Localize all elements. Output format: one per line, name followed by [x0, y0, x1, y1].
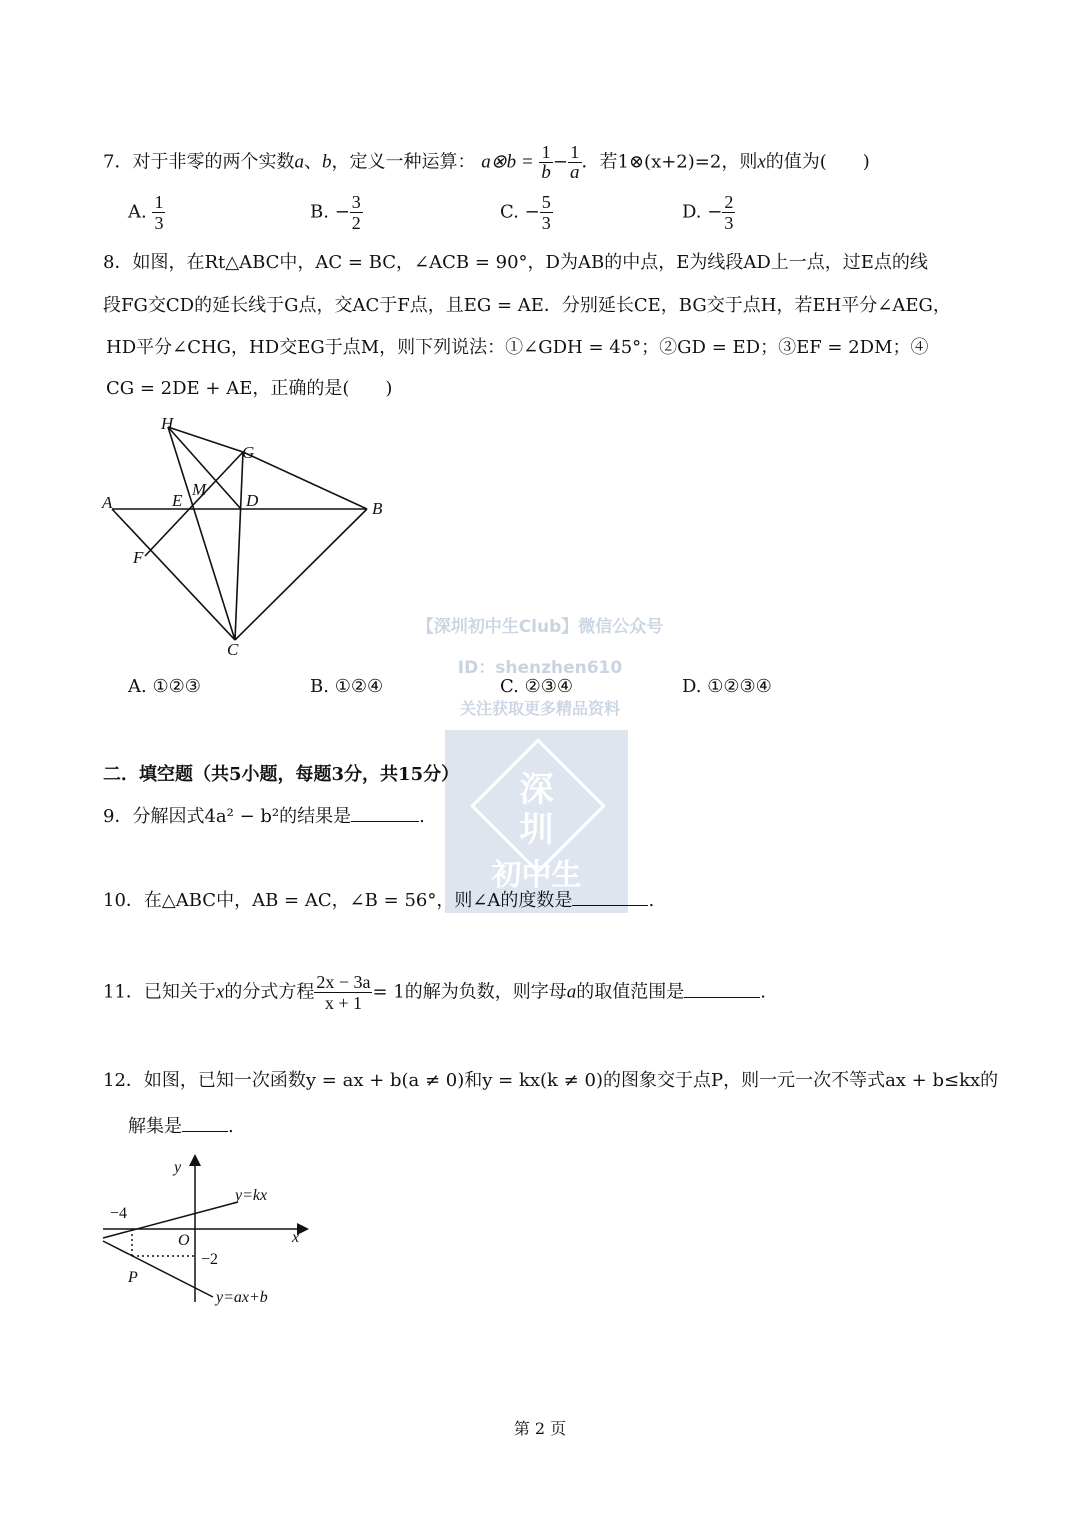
label-c: C	[227, 640, 239, 659]
q11-fraction: $\frac{2x - 3a}{x + 1}$	[316, 972, 371, 1013]
q8-line2: 段FG交CD的延长线于G点，交AC于F点，且EG = AE．分别延长CE，BG交于点H，若EH平分∠AEG，	[103, 295, 951, 316]
q7-operator: a⊗b =	[481, 151, 534, 173]
q8-option-c[interactable]: C. ②③④	[500, 676, 574, 697]
q7-stem: 7．对于非零的两个实数a、b，定义一种运算： a⊗b = $\frac{1}{b}$ − $\frac{1}{a}$ ．若1⊗(x+2)=2，则x的值为( )	[103, 142, 870, 183]
label-h: H	[161, 414, 174, 433]
watermark-logo-char2: 圳	[519, 810, 554, 850]
q8-option-d[interactable]: D. ①②③④	[682, 676, 772, 697]
label-f: F	[133, 548, 144, 567]
label-a: A	[102, 493, 113, 512]
q7-option-c[interactable]: C. − $\frac{5}{3}$	[500, 192, 551, 233]
segment-gb	[243, 452, 367, 509]
label-g: G	[242, 443, 255, 462]
q11: 11．已知关于x的分式方程 $\frac{2x - 3a}{x + 1}$ = 1的解为负数，则字母a的取值范围是 .	[103, 972, 766, 1013]
section2-title: 二．填空题（共5小题，每题3分，共15分）	[103, 764, 460, 785]
watermark-logo	[445, 730, 628, 913]
q11-answer-blank[interactable]	[684, 979, 760, 998]
q8-geometry-figure	[95, 410, 405, 660]
q10: 10．在△ABC中，AB = AC，∠B = 56°，则∠A的度数是 .	[103, 887, 654, 914]
q7-frac1: $\frac{1}{b}$	[541, 142, 551, 183]
q12-line1: 12．如图，已知一次函数y = ax + b(a ≠ 0)和y = kx(k ≠ 0)的图象交于点P，则一元一次不等式ax + b≤kx的	[103, 1070, 999, 1091]
q7-frac2: $\frac{1}{a}$	[570, 142, 580, 183]
graph-origin: O	[178, 1232, 190, 1249]
watermark-line2: ID：shenzhen610	[457, 658, 623, 678]
graph-line-kx-label: y=kx	[235, 1187, 268, 1204]
segment-bc	[235, 509, 367, 640]
q12-answer-blank[interactable]	[182, 1113, 228, 1132]
watermark-line1: 【深圳初中生Club】微信公众号	[416, 617, 664, 637]
q8-option-a[interactable]: A. ①②③	[128, 676, 201, 697]
q7-option-b[interactable]: B. − $\frac{3}{2}$	[310, 192, 361, 233]
graph-neg4: −4	[110, 1205, 128, 1222]
q9: 9．分解因式4a² − b²的结果是 .	[103, 803, 425, 830]
segment-hc	[168, 427, 235, 640]
q8-line3: HD平分∠CHG，HD交EG于点M，则下列说法：①∠GDH = 45°；②GD = ED；③EF = 2DM；④	[106, 337, 929, 358]
q8-line4: CG = 2DE + AE，正确的是( )	[106, 378, 393, 399]
page-number: 第 2 页	[513, 1419, 567, 1438]
segment-gf	[145, 452, 243, 556]
q12-line2: 解集是 .	[128, 1113, 234, 1140]
graph-y-label: y	[174, 1159, 182, 1176]
watermark-logo-char1: 深	[519, 770, 554, 810]
segment-cg	[235, 452, 243, 640]
label-d: D	[246, 491, 259, 510]
watermark-logo-char3: 初中生	[491, 858, 582, 893]
q10-answer-blank[interactable]	[572, 887, 648, 906]
label-b: B	[372, 499, 383, 518]
q7-option-a[interactable]: A. $\frac{1}{3}$	[128, 192, 164, 233]
graph-line-axb-label: y=ax+b	[216, 1289, 268, 1306]
label-e: E	[172, 491, 183, 510]
watermark-line3: 关注获取更多精品资料	[459, 699, 620, 718]
graph-point-p: P	[128, 1269, 138, 1286]
q8-option-b[interactable]: B. ①②④	[310, 676, 384, 697]
label-m: M	[192, 480, 207, 499]
q12-graph	[98, 1152, 313, 1312]
graph-neg2: −2	[201, 1251, 219, 1268]
segment-ac	[112, 509, 235, 640]
graph-x-label: x	[292, 1229, 300, 1246]
q7-option-d[interactable]: D. − $\frac{2}{3}$	[682, 192, 734, 233]
q8-line1: 8．如图，在Rt△ABC中，AC = BC，∠ACB = 90°，D为AB的中点，E为线段AD上一点，过E点的线	[103, 252, 928, 273]
line-axb	[103, 1241, 213, 1297]
q9-answer-blank[interactable]	[351, 803, 419, 822]
